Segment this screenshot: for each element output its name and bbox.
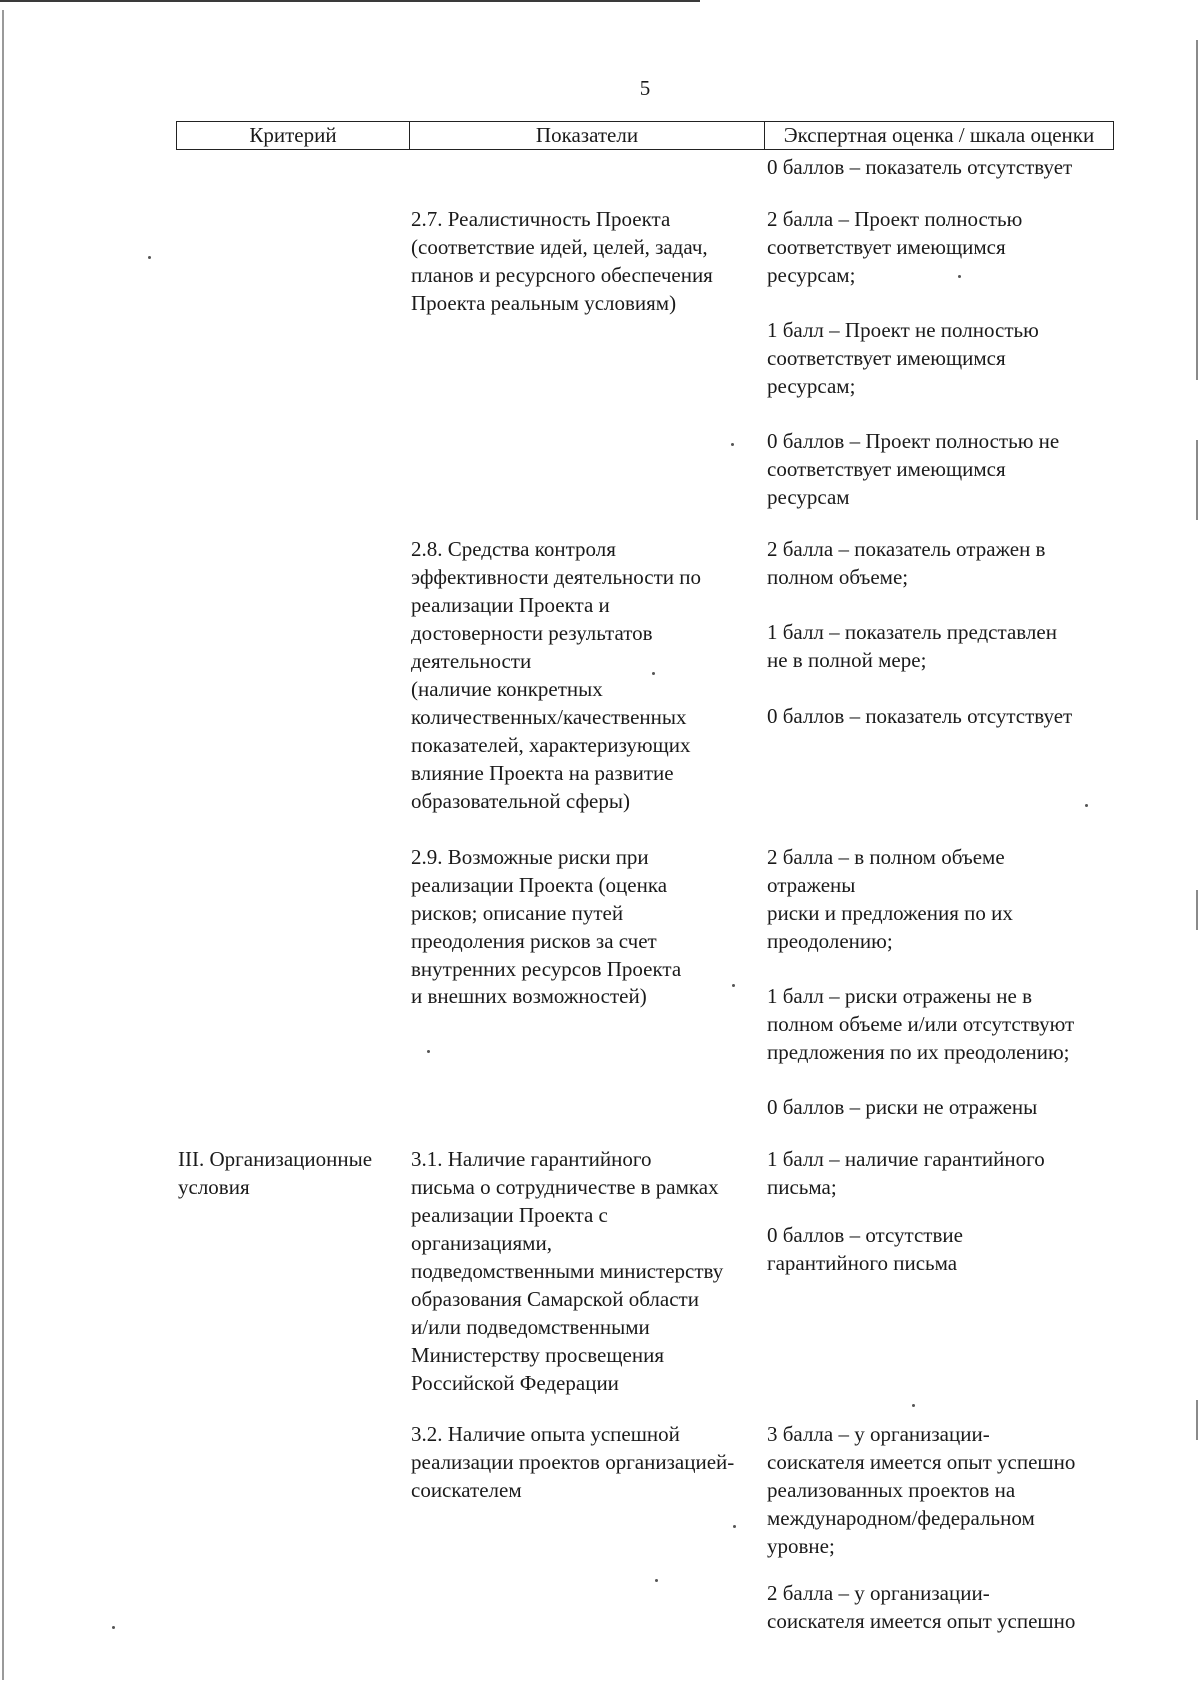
indicator-2-9: и внешних возможностей) <box>411 984 647 1008</box>
score-2-8-1: 1 балл – показатель представлен <box>767 620 1057 644</box>
score-3-2-3: 3 балла – у организации- <box>767 1422 990 1446</box>
score-2-9-2: риски и предложения по их <box>767 901 1013 925</box>
indicator-3-2: 3.2. Наличие опыта успешной <box>411 1422 680 1446</box>
scan-edge-left <box>2 10 4 1680</box>
score-2-9-2: 2 балла – в полном объеме <box>767 845 1005 869</box>
indicator-2-8: влияние Проекта на развитие <box>411 761 674 785</box>
score-2-7-0: ресурсам <box>767 485 850 509</box>
indicator-2-9: преодоления рисков за счет <box>411 929 657 953</box>
scan-speck <box>912 1404 915 1407</box>
score-2-7-2: соответствует имеющимся <box>767 235 1006 259</box>
indicator-2-8: эффективности деятельности по <box>411 565 702 589</box>
score-3-1-1: письма; <box>767 1175 837 1199</box>
indicator-3-2: соискателем <box>411 1478 522 1502</box>
indicator-2-9: 2.9. Возможные риски при <box>411 845 649 869</box>
scan-speck <box>112 1626 115 1629</box>
score-2-7-2: 2 балла – Проект полностью <box>767 207 1023 231</box>
score-3-1-1: 1 балл – наличие гарантийного <box>767 1147 1045 1171</box>
score-2-9-2: преодолению; <box>767 929 893 953</box>
header-assessment: Экспертная оценка / шкала оценки <box>764 121 1114 150</box>
indicator-2-8: образовательной сферы) <box>411 789 630 813</box>
header-criterion: Критерий <box>176 121 410 150</box>
indicator-2-8: реализации Проекта и <box>411 593 610 617</box>
scan-speck <box>1085 804 1088 807</box>
indicator-3-1: письма о сотрудничестве в рамках <box>411 1175 719 1199</box>
indicator-2-7: 2.7. Реалистичность Проекта <box>411 207 671 231</box>
indicator-2-7: (соответствие идей, целей, задач, <box>411 235 708 259</box>
indicator-2-7: Проекта реальным условиям) <box>411 291 677 315</box>
scan-speck <box>958 275 961 278</box>
indicator-2-8: 2.8. Средства контроля <box>411 537 616 561</box>
indicator-3-1: и/или подведомственными <box>411 1315 650 1339</box>
indicator-2-8: достоверности результатов <box>411 621 653 645</box>
scan-edge-right <box>1196 1400 1198 1440</box>
scan-speck <box>731 443 734 446</box>
indicator-3-1: организациями, <box>411 1231 552 1255</box>
indicator-3-1: Российской Федерации <box>411 1371 619 1395</box>
score-2-9-0: 0 баллов – риски не отражены <box>767 1095 1038 1119</box>
score-3-2-2: 2 балла – у организации- <box>767 1581 990 1605</box>
score-2-9-1: предложения по их преодолению; <box>767 1040 1070 1064</box>
score-3-2-2: соискателя имеется опыт успешно <box>767 1609 1076 1633</box>
scan-edge-top <box>0 0 700 2</box>
indicator-3-2: реализации проектов организацией- <box>411 1450 735 1474</box>
indicator-3-1: образования Самарской области <box>411 1287 699 1311</box>
indicator-2-9: рисков; описание путей <box>411 901 624 925</box>
score-2-8-0: 0 баллов – показатель отсутствует <box>767 704 1073 728</box>
score-3-1-0: гарантийного письма <box>767 1251 958 1275</box>
score-2-9-2: отражены <box>767 873 856 897</box>
scan-speck <box>733 1525 736 1528</box>
criterion-section-3: условия <box>178 1175 250 1199</box>
scan-edge-right <box>1196 440 1198 520</box>
scan-speck <box>732 984 735 987</box>
score-2-8-2: полном объеме; <box>767 565 909 589</box>
header-indicators: Показатели <box>409 121 765 150</box>
scan-speck <box>655 1579 658 1582</box>
score-2-7-0: соответствует имеющимся <box>767 457 1006 481</box>
scan-edge-right <box>1196 890 1198 930</box>
scan-speck <box>427 1050 430 1053</box>
page-number: 5 <box>639 76 651 100</box>
score-line: 0 баллов – показатель отсутствует <box>767 155 1073 179</box>
score-3-1-0: 0 баллов – отсутствие <box>767 1223 963 1247</box>
score-3-2-3: международном/федеральном <box>767 1506 1035 1530</box>
indicator-2-8: (наличие конкретных <box>411 677 603 701</box>
score-3-2-3: соискателя имеется опыт успешно <box>767 1450 1076 1474</box>
score-2-7-1: 1 балл – Проект не полностью <box>767 318 1039 342</box>
score-2-7-2: ресурсам; <box>767 263 856 287</box>
indicator-2-8: количественных/качественных <box>411 705 687 729</box>
score-2-8-2: 2 балла – показатель отражен в <box>767 537 1046 561</box>
indicator-3-1: Министерству просвещения <box>411 1343 664 1367</box>
scan-speck <box>652 672 655 675</box>
score-3-2-3: реализованных проектов на <box>767 1478 1016 1502</box>
indicator-2-9: внутренних ресурсов Проекта <box>411 957 682 981</box>
score-3-2-3: уровне; <box>767 1534 835 1558</box>
score-2-9-1: 1 балл – риски отражены не в <box>767 984 1033 1008</box>
criterion-section-3: III. Организационные <box>178 1147 373 1171</box>
score-2-7-1: ресурсам; <box>767 374 856 398</box>
indicator-2-8: деятельности <box>411 649 532 673</box>
indicator-2-7: планов и ресурсного обеспечения <box>411 263 713 287</box>
score-2-7-0: 0 баллов – Проект полностью не <box>767 429 1060 453</box>
score-2-7-1: соответствует имеющимся <box>767 346 1006 370</box>
indicator-3-1: подведомственными министерству <box>411 1259 724 1283</box>
scan-speck <box>148 256 151 259</box>
indicator-3-1: реализации Проекта с <box>411 1203 608 1227</box>
score-2-8-1: не в полной мере; <box>767 648 927 672</box>
indicator-2-8: показателей, характеризующих <box>411 733 691 757</box>
score-2-9-1: полном объеме и/или отсутствуют <box>767 1012 1075 1036</box>
indicator-3-1: 3.1. Наличие гарантийного <box>411 1147 652 1171</box>
indicator-2-9: реализации Проекта (оценка <box>411 873 668 897</box>
